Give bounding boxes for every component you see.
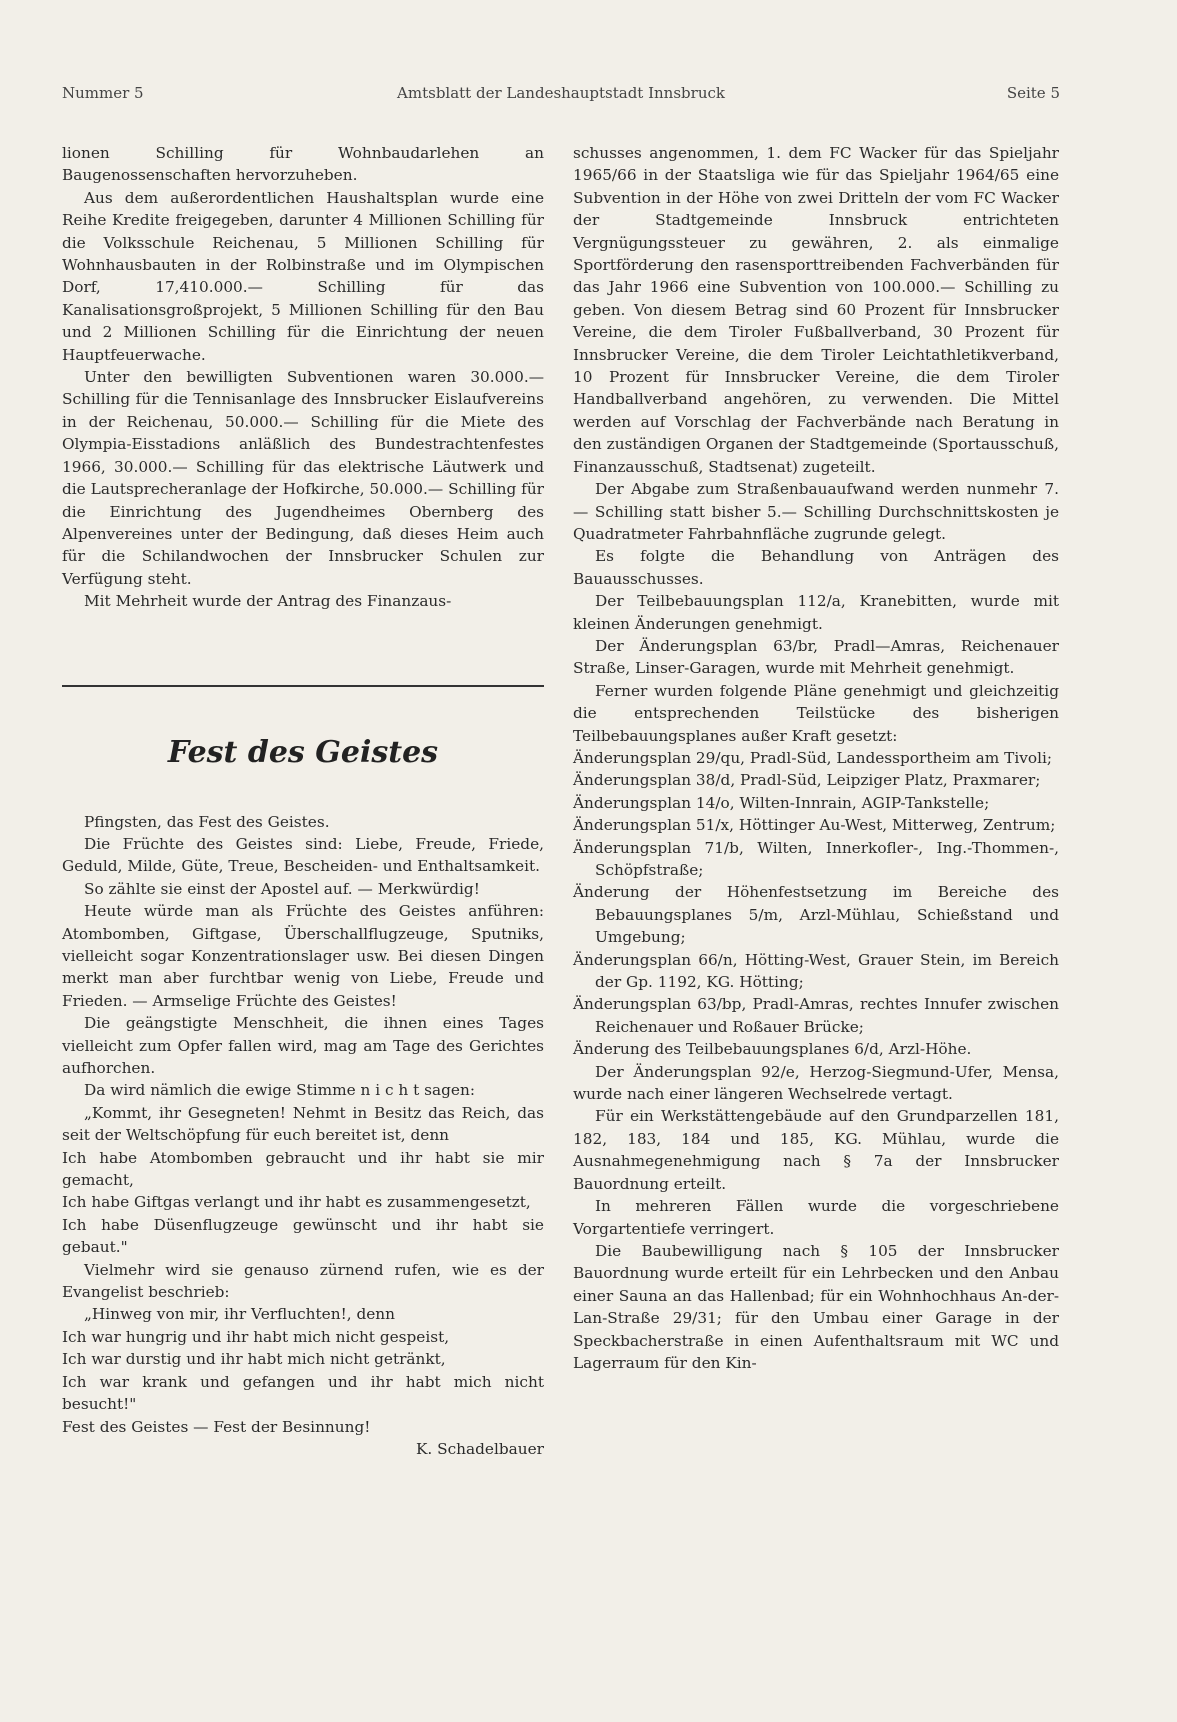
paragraph: Heute würde man als Früchte des Geistes anführen: Atombomben, Giftgase, Überschallflugzeuge, Sputniks, vielleicht sogar Konzentrationslager usw. Bei diesen Dingen merkt man aber furchtbar wenig von Liebe, Freude und Frieden. — Armselige Früchte des Geistes! xyxy=(62,902,544,1010)
list-item: Änderung der Höhenfestsetzung im Bereiche des Bebauungsplanes 5/m, Arzl-Mühlau, Schießstand und Umgebung; xyxy=(573,883,1059,947)
paragraph: schusses angenommen, 1. dem FC Wacker für das Spieljahr 1965/66 in der Staatsliga wie für das Spieljahr 1964/65 eine Subvention in der Höhe von zwei Dritteln der vom FC Wacker der Stadtgemeinde Innsbruck entrichteten Vergnügungssteuer zu gewähren, 2. als einmalige Sportförderung den rasensporttreibenden Fachverbänden für das Jahr 1966 eine Subvention von 100.000.— Schilling zu geben. Von diesem Betrag sind 60 Prozent für Innsbrucker Vereine, die dem Tiroler Fußballverband, 30 Prozent für Innsbrucker Vereine, die dem Tiroler Leichtathletikverband, 10 Prozent für Innsbrucker Vereine, die dem Tiroler Handballverband angehören, zu verwenden. Die Mittel werden auf Vorschlag der Fachverbände nach Beratung in den zuständigen Organen der Stadtgemeinde (Sportausschuß, Finanzausschuß, Stadtsenat) zugeteilt. xyxy=(573,144,1059,476)
list-item: Änderungsplan 63/bp, Pradl-Amras, rechtes Innufer zwischen Reichenauer und Roßauer Brücke; xyxy=(573,995,1059,1036)
list-item: Änderungsplan 71/b, Wilten, Innerkofler-, Ing.-Thommen-, Schöpfstraße; xyxy=(573,838,1059,879)
quote-line: „Kommt, ihr Gesegneten! Nehmt in Besitz das Reich, das seit der Weltschöpfung für euch bereitet ist, denn xyxy=(62,1103,544,1145)
paragraph: Der Änderungsplan 92/e, Herzog-Siegmund-Ufer, Mensa, wurde nach einer längeren Wechselrede vertagt. xyxy=(573,1062,1059,1104)
list-item: Änderungsplan 38/d, Pradl-Süd, Leipziger Platz, Praxmarer; xyxy=(573,771,1041,790)
quote-line: Ich war krank und gefangen und ihr habt mich nicht besucht!" xyxy=(62,1372,544,1414)
quote-line: Ich habe Giftgas verlangt und ihr habt es zusammengesetzt, xyxy=(62,1193,531,1212)
plan-list xyxy=(573,747,1059,1061)
article-title: Fest des Geistes xyxy=(167,734,439,770)
article-body xyxy=(62,811,544,1461)
section-divider xyxy=(62,685,544,687)
right-column xyxy=(573,142,1059,1374)
publication-title: Amtsblatt der Landeshauptstadt Innsbruck xyxy=(397,84,725,102)
paragraph: Der Änderungsplan 63/br, Pradl—Amras, Reichenauer Straße, Linser-Garagen, wurde mit Mehrheit genehmigt. xyxy=(573,636,1059,678)
issue-number: Nummer 5 xyxy=(62,84,144,102)
list-item: Änderungsplan 66/n, Hötting-West, Grauer Stein, im Bereich der Gp. 1192, KG. Hötting; xyxy=(573,950,1059,992)
list-item: Änderung des Teilbebauungsplanes 6/d, Arzl-Höhe. xyxy=(573,1040,972,1059)
closing-line: Fest des Geistes — Fest der Besinnung! xyxy=(62,1417,371,1436)
paragraph: Die geängstigte Menschheit, die ihnen eines Tages vielleicht zum Opfer fallen wird, mag am Tage des Gerichtes aufhorchen. xyxy=(62,1014,544,1077)
paragraph: Die Baubewilligung nach § 105 der Innsbrucker Bauordnung wurde erteilt für ein Lehrbecken und den Anbau einer Sauna an das Hallenbad; für ein Wohnhochhaus An-der-Lan-Straße 29/31; für den Umbau einer Garage in der Speckbacherstraße in einen Aufenthaltsraum mit WC und Lagerraum für den Kin- xyxy=(573,1241,1059,1372)
paragraph: Vielmehr wird sie genauso zürnend rufen, wie es der Evangelist beschrieb: xyxy=(62,1260,544,1302)
paragraph: Unter den bewilligten Subventionen waren 30.000.— Schilling für die Tennisanlage des Innsbrucker Eislaufvereins in der Reichenau, 50.000.— Schilling für die Miete des Olympia-Eisstadions anläßlich des Bundestrachtenfestes 1966, 30.000.— Schilling für das elektrische Läutwerk und die Lautsprecheranlage der Hofkirche, 50.000.— Schilling für die Einrichtung des Jugendheimes Obernberg des Alpenvereines unter der Bedingung, daß dieses Heim auch für die Schilandwochen der Innsbrucker Schulen zur Verfügung steht. xyxy=(62,368,544,588)
quote-line: „Hinweg von mir, ihr Verfluchten!, denn xyxy=(84,1305,396,1324)
page-number: Seite 5 xyxy=(1006,84,1060,102)
paragraph: Die Früchte des Geistes sind: Liebe, Freude, Friede, Geduld, Milde, Güte, Treue, Bescheiden- und Enthaltsamkeit. xyxy=(62,834,544,876)
quote-line: Ich habe Düsenflugzeuge gewünscht und ihr habt sie gebaut." xyxy=(62,1215,544,1257)
paragraph: So zählte sie einst der Apostel auf. — Merkwürdig! xyxy=(84,879,480,898)
list-item: Änderungsplan 14/o, Wilten-Innrain, AGIP-Tankstelle; xyxy=(573,793,990,812)
left-column xyxy=(62,142,544,1460)
paragraph: Der Teilbebauungsplan 112/a, Kranebitten, wurde mit kleinen Änderungen genehmigt. xyxy=(573,592,1059,633)
quote-line: Ich war hungrig und ihr habt mich nicht gespeist, xyxy=(62,1327,450,1346)
list-item: Änderungsplan 29/qu, Pradl-Süd, Landessportheim am Tivoli; xyxy=(573,748,1053,767)
quote-line: Ich habe Atombomben gebraucht und ihr habt sie mir gemacht, xyxy=(62,1148,544,1190)
list-item: Änderungsplan 51/x, Höttinger Au-West, Mitterweg, Zentrum; xyxy=(573,816,1056,835)
paragraph: lionen Schilling für Wohnbaudarlehen an Baugenossenschaften hervorzuheben. xyxy=(62,144,544,185)
page-header xyxy=(62,84,1060,108)
paragraph: Aus dem außerordentlichen Haushaltsplan wurde eine Reihe Kredite freigegeben, darunter 4 Millionen Schilling für die Volksschule Reichenau, 5 Millionen Schilling für Wohnhausbauten in der Rolbinstraße und im Olympischen Dorf, 17,410.000.— Schilling für das Kanalisationsgroßprojekt, 5 Millionen Schilling für den Bau und 2 Millionen Schilling für die Einrichtung der neuen Hauptfeuerwache. xyxy=(62,188,544,364)
quote-line: Ich war durstig und ihr habt mich nicht getränkt, xyxy=(62,1350,446,1369)
paragraph: Pfingsten, das Fest des Geistes. xyxy=(84,812,330,831)
paragraph: Der Abgabe zum Straßenbauaufwand werden nunmehr 7.— Schilling statt bisher 5.— Schilling Durchschnittskosten je Quadratmeter Fahrbahnfläche zugrunde gelegt. xyxy=(573,480,1059,543)
paragraph: Für ein Werkstättengebäude auf den Grundparzellen 181, 182, 183, 184 und 185, KG. Mühlau, wurde die Ausnahmegenehmigung nach § 7a der Innsbrucker Bauordnung erteilt. xyxy=(573,1107,1059,1193)
paragraph: Mit Mehrheit wurde der Antrag des Finanzaus- xyxy=(84,592,452,611)
quote-block xyxy=(62,1102,544,1259)
paragraph: Ferner wurden folgende Pläne genehmigt und gleichzeitig die entsprechenden Teilstücke des bisherigen Teilbebauungsplanes außer Kraft gesetzt: xyxy=(573,681,1059,745)
author-signature: K. Schadelbauer xyxy=(415,1439,544,1458)
paragraph: Es folgte die Behandlung von Anträgen des Bauausschusses. xyxy=(573,547,1059,588)
quote-block xyxy=(62,1303,544,1415)
paragraph: Da wird nämlich die ewige Stimme n i c h t sagen: xyxy=(84,1081,475,1100)
paragraph: In mehreren Fällen wurde die vorgeschriebene Vorgartentiefe verringert. xyxy=(573,1197,1059,1238)
